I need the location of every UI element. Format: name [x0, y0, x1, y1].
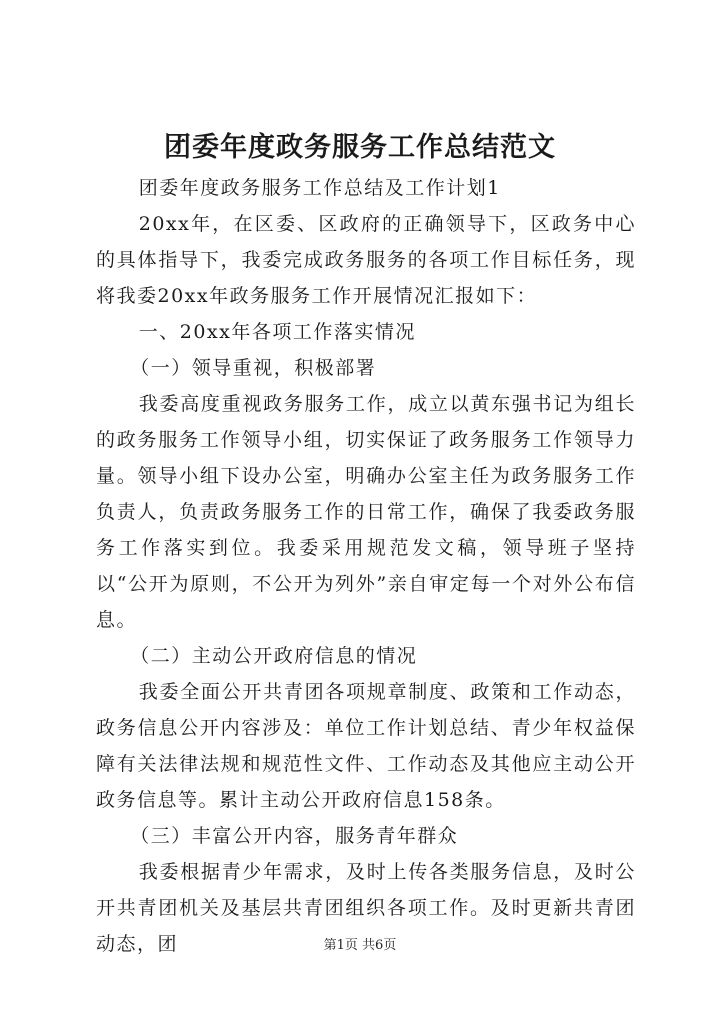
page-footer: 第1页 共6页	[323, 938, 397, 953]
paragraph-leadership: 我委高度重视政务服务工作，成立以黄东强书记为组长的政务服务工作领导小组，切实保证了政务服务工作领导力量。领导小组下设办公室，明确办公室主任为政务服务工作负责人，负责政务服务工作的日常工作，确保了我委政务服务工作落实到位。我委采用规范发文稿，领导班子坚持以“公开为原则，不公开为列外”亲自审定每一个对外公布信息。	[96, 393, 636, 631]
paragraph-disclosure: 我委全面公开共青团各项规章制度、政策和工作动态，政务信息公开内容涉及：单位工作计划总结、青少年权益保障有关法律法规和规范性文件、工作动态及其他应主动公开政务信息等。累计主动公开政府信息158条。	[96, 681, 636, 811]
document-body	[96, 170, 636, 962]
paragraph-subtitle: 团委年度政务服务工作总结及工作计划1	[138, 177, 501, 199]
paragraph-intro: 20xx年，在区委、区政府的正确领导下，区政务中心的具体指导下，我委完成政务服务的各项工作目标任务，现将我委20xx年政务服务工作开展情况汇报如下：	[96, 213, 636, 307]
subsection-heading-3: （三）丰富公开内容，服务青年群众	[130, 825, 459, 847]
subsection-heading-2: （二）主动公开政府信息的情况	[130, 645, 418, 667]
document-title: 团委年度政务服务工作总结范文	[164, 132, 556, 163]
section-heading-1: 一、20xx年各项工作落实情况	[138, 321, 416, 343]
subsection-heading-1: （一）领导重视，积极部署	[130, 357, 377, 379]
paragraph-services: 我委根据青少年需求，及时上传各类服务信息，及时公开共青团机关及基层共青团组织各项工作。及时更新共青团动态，团	[96, 861, 636, 955]
